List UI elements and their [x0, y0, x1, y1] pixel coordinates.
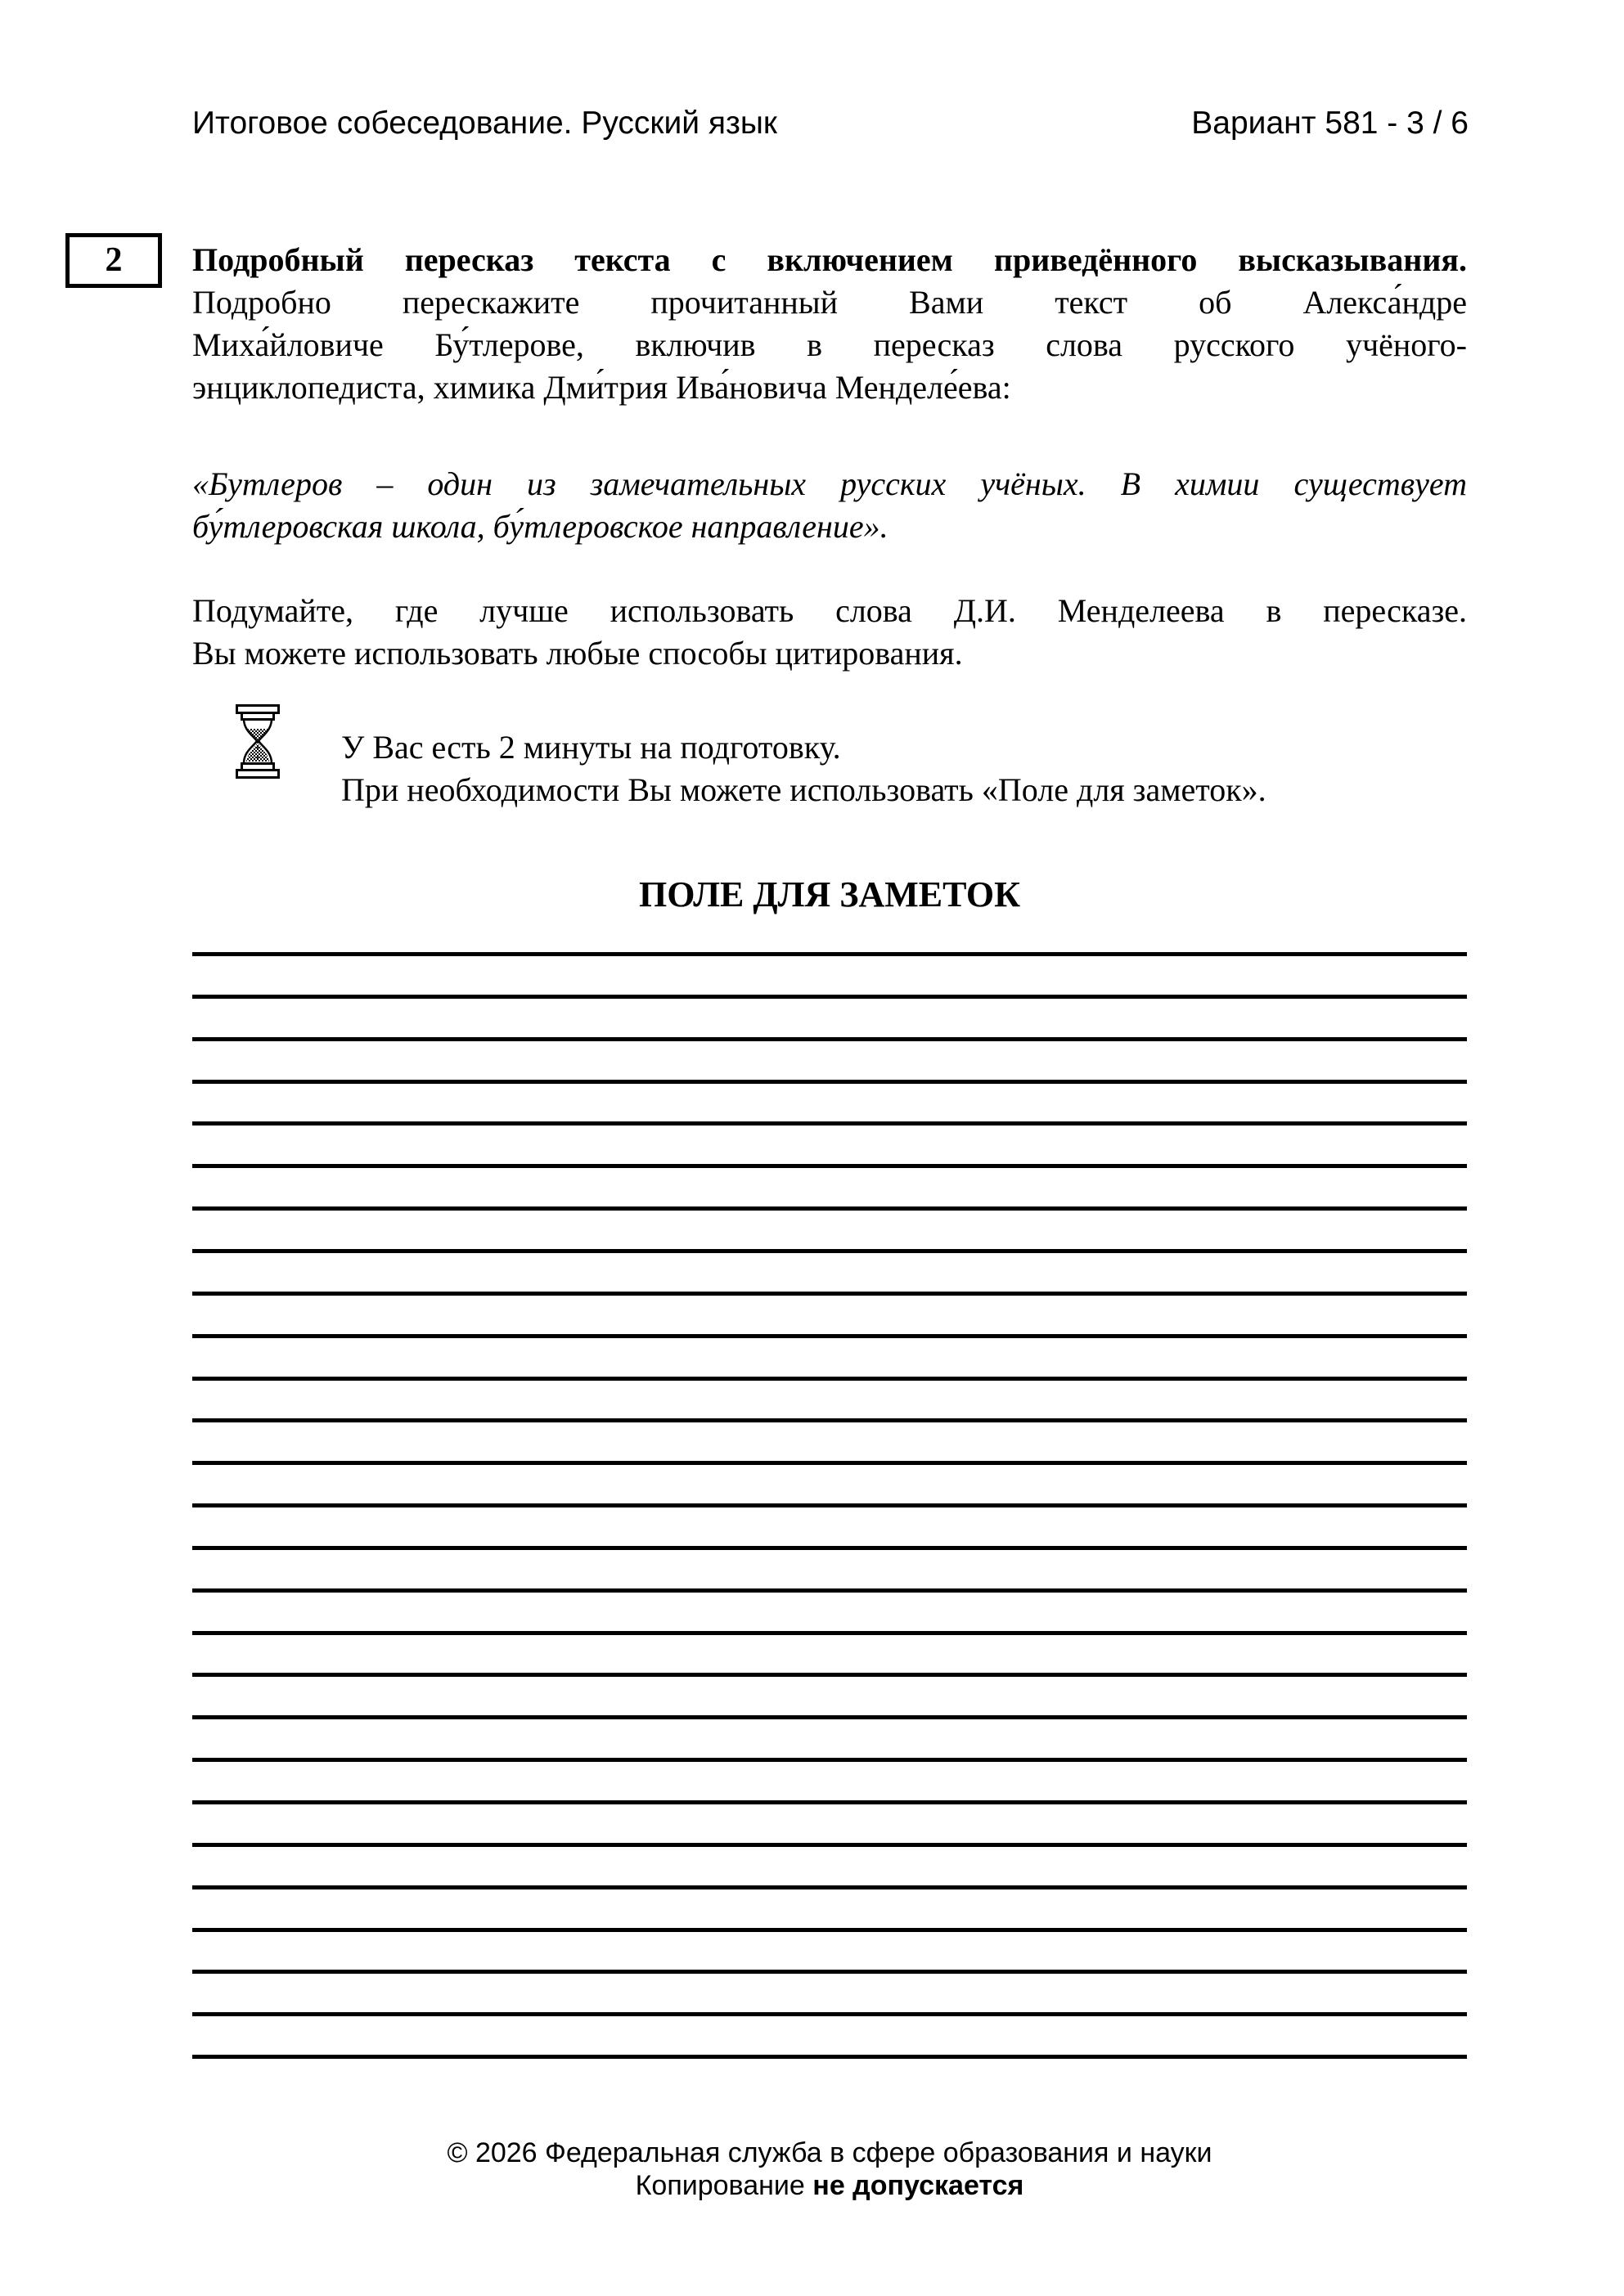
note-line [192, 1758, 1467, 1762]
footer-warning-regular: Копирование [635, 2170, 813, 2201]
timer-note [341, 726, 1467, 811]
note-line [192, 2055, 1467, 2059]
footer-warning [192, 2169, 1467, 2202]
task-quote [192, 463, 1467, 548]
note-line [192, 952, 1467, 956]
note-line [192, 995, 1467, 999]
task-intro [192, 281, 1467, 409]
text-line: Вы можете использовать любые способы цитирования. [192, 635, 963, 672]
text-line: Подумайте, где лучше использовать слова Д.И. Менделеева в пересказе. [192, 592, 1467, 629]
note-line [192, 1800, 1467, 1804]
note-line [192, 1928, 1467, 1932]
text-line: «Бутлеров – один из замечательных русских учёных. В химии существует [192, 465, 1467, 502]
note-line [192, 1080, 1467, 1084]
header-variant: Вариант 581 - 3 / 6 [1191, 106, 1469, 141]
note-line [192, 1377, 1467, 1381]
task-title: Подробный пересказ текста с включением приведённого высказывания. [192, 241, 1467, 278]
note-line [192, 1418, 1467, 1422]
note-line [192, 1673, 1467, 1677]
note-line [192, 1334, 1467, 1338]
task-number: 2 [105, 241, 123, 279]
note-line [192, 1970, 1467, 1974]
footer-copyright: © 2026 Федеральная служба в сфере образования и науки [447, 2137, 1212, 2168]
note-line [192, 1503, 1467, 1507]
text-line: Миха́йловиче Бу́тлерове, включив в пересказ слова русского учёного- [192, 326, 1467, 363]
note-line [192, 1885, 1467, 1889]
note-line [192, 1121, 1467, 1126]
note-line [192, 1631, 1467, 1635]
text-line: У Вас есть 2 минуты на подготовку. [341, 729, 841, 766]
note-line [192, 1588, 1467, 1593]
note-line [192, 1461, 1467, 1465]
text-line: При необходимости Вы можете использовать «Поле для заметок». [341, 771, 1266, 808]
header-subject: Итоговое собеседование. Русский язык [192, 106, 777, 141]
note-line [192, 2012, 1467, 2016]
task-number-box [65, 233, 162, 288]
note-line [192, 1843, 1467, 1847]
notes-title: ПОЛЕ ДЛЯ ЗАМЕТОК [639, 874, 1020, 914]
note-line [192, 1546, 1467, 1550]
hourglass-icon [236, 704, 280, 779]
footer-warning-bold: не допускается [812, 2170, 1024, 2201]
note-line [192, 1164, 1467, 1168]
note-line [192, 1037, 1467, 1041]
footer [192, 2136, 1467, 2202]
text-line: Подробно перескажите прочитанный Вами текст об Алекса́ндре [192, 284, 1467, 321]
task-hint [192, 590, 1467, 675]
text-line: бу́тлеровская школа, бу́тлеровское направление». [192, 508, 888, 545]
note-line [192, 1206, 1467, 1211]
note-line [192, 1292, 1467, 1296]
text-line: энциклопедиста, химика Дми́трия Ива́новича Менделе́ева: [192, 369, 1011, 406]
note-line [192, 1249, 1467, 1253]
note-line [192, 1715, 1467, 1719]
